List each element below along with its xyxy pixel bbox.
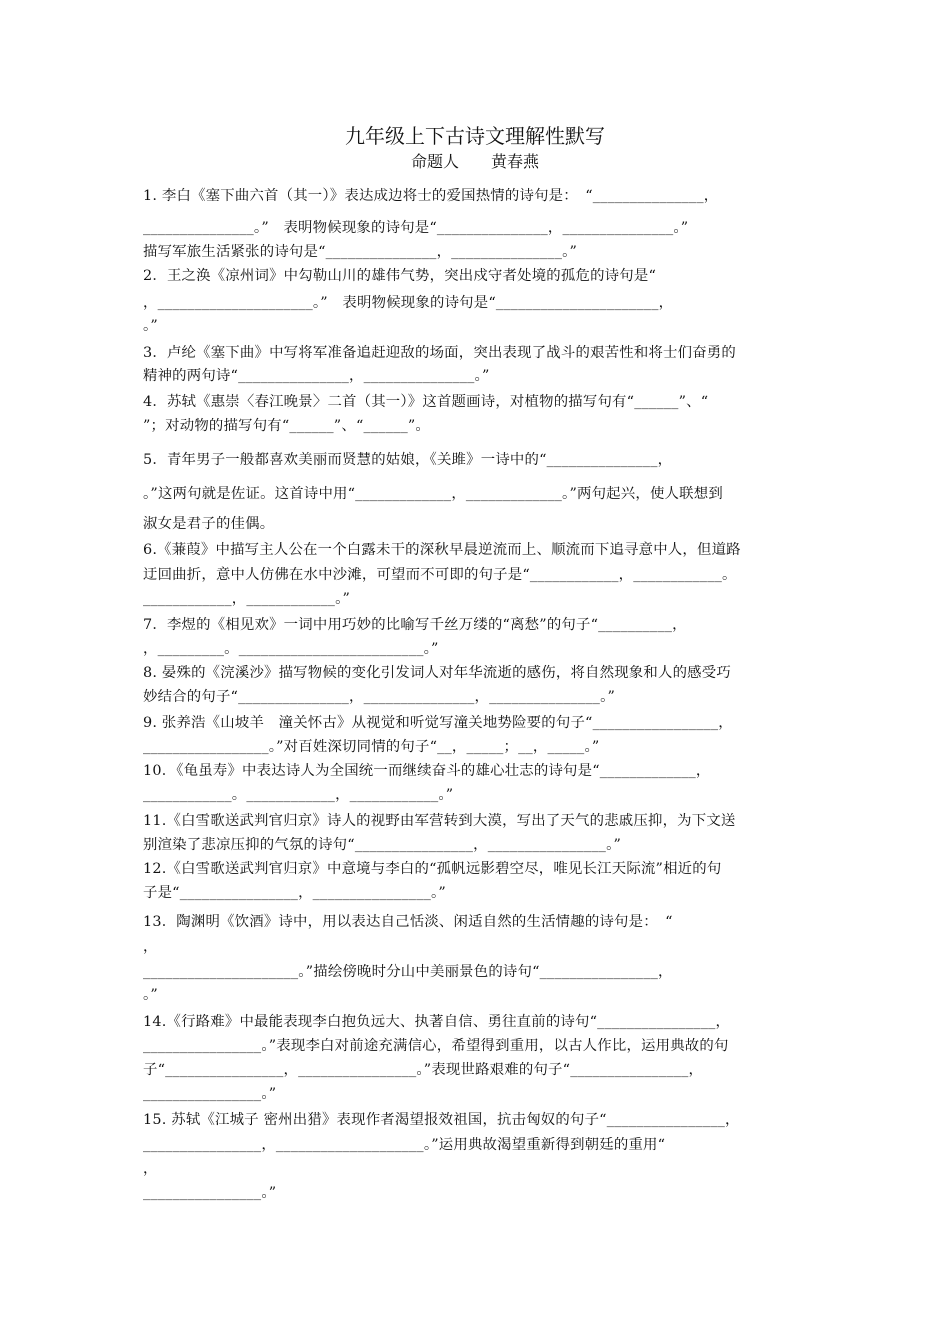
text-line: 迂回曲折，意中人仿佛在水中沙滩，可望而不可即的句子是“____________，____________。 <box>143 567 737 583</box>
text-line: _______________。” 表明物候现象的诗句是“_______________，_______________。” <box>143 220 689 236</box>
document-author: 命题人 黄春燕 <box>410 152 539 171</box>
text-line: 描写军旅生活紧张的诗句是“_______________，_______________。” <box>143 244 578 260</box>
text-line: 13．陶渊明《饮酒》诗中，用以表达自己恬淡、闲适自然的生活情趣的诗句是： “ <box>143 914 673 930</box>
text-line: 12.《白雪歌送武判官归京》中意境与李白的“孤帆远影碧空尽，唯见长江天际流”相近的句 <box>143 861 722 877</box>
text-line: 。” <box>143 318 158 334</box>
text-line: 4．苏轼《惠崇〈春江晚景〉二首（其一）》这首题画诗，对植物的描写句有“______”、“ <box>143 394 709 410</box>
text-line: 子是“________________，________________。” <box>143 885 446 901</box>
document-title: 九年级上下古诗文理解性默写 <box>345 124 605 148</box>
text-line: 8. 晏殊的《浣溪沙》描写物候的变化引发词人对年华流逝的感伤，将自然现象和人的感受巧 <box>143 665 731 681</box>
text-line: 15. 苏轼《江城子 密州出猎》表现作者渴望报效祖国，抗击匈奴的句子“________________， <box>143 1112 740 1128</box>
text-line: ________________。” <box>143 1086 277 1102</box>
text-line: 妙结合的句子“_______________，_______________，_______________。” <box>143 689 616 705</box>
text-line: ________________。”表现李白对前途充满信心，希望得到重用，以古人作比，运用典故的句 <box>143 1038 729 1054</box>
text-line: 。”这两句就是佐证。这首诗中用“_____________，_____________。”两句起兴，使人联想到 <box>143 486 723 502</box>
text-line: ，_____________________。” 表明物候现象的诗句是“______________________， <box>143 295 674 311</box>
text-line: 7．李煜的《相见欢》一词中用巧妙的比喻写千丝万缕的“离愁”的句子“__________， <box>143 617 687 633</box>
text-line: 9. 张养浩《山坡羊 潼关怀古》从视觉和听觉写潼关地势险要的句子“_________________， <box>143 715 733 731</box>
text-line: 11.《白雪歌送武判官归京》诗人的视野由军营转到大漠，写出了天气的悲戚压抑，为下文送 <box>143 813 736 829</box>
text-line: 2．王之涣《凉州词》中勾勒山川的雄伟气势，突出戍守者处境的孤危的诗句是“ <box>143 268 656 284</box>
text-line: 6.《蒹葭》中描写主人公在一个白露未干的深秋早晨逆流而上、顺流而下追寻意中人，但道路 <box>143 542 741 558</box>
text-line: ”；对动物的描写句有“______”、“______”。 <box>143 418 431 434</box>
text-line: 14.《行路难》中最能表现李白抱负远大、执著自信、勇往直前的诗句“________________， <box>143 1014 731 1030</box>
text-line: 子“________________，________________。”表现世路艰难的句子“________________， <box>143 1062 704 1078</box>
text-line: ________________，____________________。”运用典故渴望重新得到朝廷的重用“ <box>143 1137 666 1153</box>
text-line: 。” <box>143 987 158 1003</box>
text-line: 1. 李白《塞下曲六首（其一）》表达成边将士的爱国热情的诗句是： “_______________， <box>143 188 719 204</box>
text-line: 5．青年男子一般都喜欢美丽而贤慧的姑娘，《关雎》一诗中的“_______________， <box>143 452 673 468</box>
text-line: ________________。” <box>143 1185 277 1201</box>
text-line: ____________。____________，____________。” <box>143 787 454 803</box>
text-line: _________________。”对百姓深切同情的句子“__，_____；__，_____。” <box>143 739 600 755</box>
text-line: 别渲染了悲凉压抑的气氛的诗句“________________，________________。” <box>143 837 622 853</box>
text-line: ____________，____________。” <box>143 591 351 607</box>
text-line: 10．《龟虽寿》中表达诗人为全国统一而继续奋斗的雄心壮志的诗句是“_____________， <box>143 763 711 779</box>
text-line: _____________________。”描绘傍晚时分山中美丽景色的诗句“________________， <box>143 964 673 980</box>
text-line: 淑女是君子的佳偶。 <box>143 516 275 532</box>
text-line: ， <box>143 1161 158 1177</box>
text-line: ， <box>143 939 158 955</box>
text-line: 3．卢纶《塞下曲》中写将军准备追赶迎敌的场面，突出表现了战斗的艰苦性和将士们奋勇的 <box>143 345 736 361</box>
text-line: ，_________。_________________________。” <box>143 641 439 657</box>
text-line: 精神的两句诗“_______________，_______________。” <box>143 368 490 384</box>
